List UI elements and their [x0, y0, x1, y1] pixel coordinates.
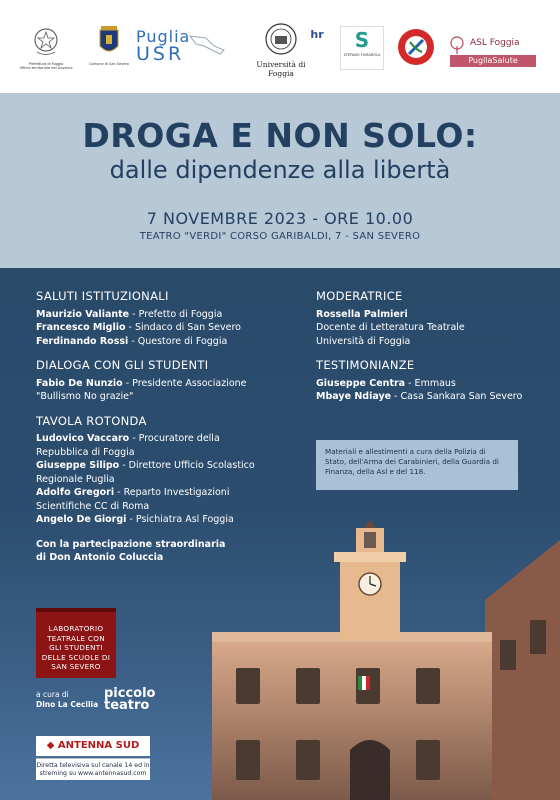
- logo-strip: [0, 0, 560, 93]
- piccolo-teatro-logo: [104, 688, 156, 712]
- curatore: [36, 690, 98, 710]
- dialoga-item-cont: "Bullismo No grazie": [36, 391, 134, 402]
- bullismo-logo: [396, 28, 436, 70]
- town-hall-building-icon: [200, 520, 560, 800]
- hr-logo: [308, 28, 326, 41]
- antenna-sud-logo: [36, 736, 150, 756]
- saluti-item: Ferdinando Rossi - Questore di Foggia: [36, 335, 228, 347]
- bullismo-badge-icon: [397, 28, 435, 66]
- special-guest-line: di Don Antonio Coluccia: [36, 552, 164, 563]
- tavola-item: Ludovico Vaccaro - Procuratore della: [36, 433, 220, 444]
- puglia-usr-logo: [136, 28, 236, 64]
- usr-line1: Puglia: [136, 27, 191, 46]
- saluti-item: Maurizio Valiante - Prefetto di Foggia: [36, 308, 223, 320]
- tavola-item: Angelo De Giorgi - Psichiatra Asl Foggia: [36, 514, 234, 525]
- unifg-logo: [244, 22, 318, 78]
- university-seal-icon: [264, 22, 298, 56]
- prefettura-caption: Prefettura di Foggia Ufficio territoriale del Governo: [19, 62, 73, 71]
- tavola-item: Giuseppe Silipo - Direttore Ufficio Scolastico: [36, 460, 255, 471]
- event-title: DROGA E NON SOLO:: [82, 116, 478, 155]
- dialoga-item: Fabio De Nunzio - Presidente Associazione: [36, 377, 247, 389]
- asl-title: ASL Foggia: [470, 38, 520, 48]
- stefano-name: STEFANO FUMAROLA: [343, 53, 381, 57]
- testimonianza-item: Giuseppe Centra - Emmaus: [316, 377, 456, 389]
- tavola-title: TAVOLA ROTONDA: [36, 413, 147, 428]
- materials-note: Materiali e allestimenti a cura della Polizia di Stato, dell'Arma dei Carabinieri, della Guardia di Finanza, della Asl e del 118.: [316, 440, 518, 490]
- moderatrice-title: MODERATRICE: [316, 289, 403, 303]
- saluti-title: SALUTI ISTITUZIONALI: [36, 289, 169, 303]
- moderatrice-role: Docente di Letteratura Teatrale: [316, 322, 465, 333]
- event-date: 7 NOVEMBRE 2023 - ORE 10.00: [146, 209, 414, 228]
- tavola-item-cont: Regionale Puglia: [36, 473, 115, 485]
- usr-line2: USR: [136, 43, 185, 65]
- saluti-item: Francesco Miglio - Sindaco di San Severo: [36, 322, 241, 333]
- comune-logo: [84, 24, 134, 66]
- piccolo-line2: teatro: [104, 698, 150, 713]
- asl-sub: PugliaSalute: [450, 55, 536, 67]
- dialoga-title: DIALOGA CON GLI STUDENTI: [36, 358, 209, 372]
- special-guest-line: Con la partecipazione straordinaria: [36, 538, 226, 550]
- event-venue: TEATRO "VERDI" CORSO GARIBALDI, 7 - SAN SEVERO: [139, 231, 421, 242]
- tavola-item-cont: Repubblica di Foggia: [36, 446, 135, 458]
- tree-icon: [448, 36, 466, 54]
- moderatrice-name: Rossella Palmieri: [316, 308, 408, 320]
- unifg-name: Università di Foggia: [256, 60, 306, 78]
- piccolo-line1: piccolo: [104, 686, 156, 701]
- moderatrice-affiliation: Università di Foggia: [316, 335, 411, 347]
- testimonianza-item: Mbaye Ndiaye - Casa Sankara San Severo: [316, 391, 523, 402]
- tavola-item-cont: Scientifiche CC di Roma: [36, 500, 150, 512]
- event-subtitle: dalle dipendenze alla libertà: [109, 156, 451, 184]
- tavola-item: Adolfo Gregori - Reparto Investigazioni: [36, 487, 230, 498]
- antenna-name: ANTENNA SUD: [57, 740, 140, 751]
- italy-emblem-icon: [31, 26, 61, 58]
- comune-caption: Comune di San Severo: [89, 62, 129, 66]
- s-letter-icon: S: [354, 28, 370, 52]
- laboratorio-text: LABORATORIO TEATRALE CON GLI STUDENTI DELLE SCUOLE DI SAN SEVERO: [41, 624, 111, 671]
- program-right-column: [316, 290, 546, 404]
- crest-icon: [98, 24, 120, 58]
- broadcast-info: Diretta televisiva sul canale 14 ed in streming su www.antennasud.com: [36, 758, 150, 780]
- antenna-icon: ◆: [46, 740, 58, 751]
- laboratorio-logo: [36, 608, 116, 678]
- italy-map-icon: [184, 32, 228, 60]
- cura-name: Dino La Cecilia: [36, 700, 99, 709]
- stefano-logo: [340, 26, 384, 70]
- cura-label: a cura di: [36, 690, 69, 699]
- prefettura-logo: [18, 26, 74, 70]
- hr-mark: hr: [310, 28, 324, 41]
- testimonianze-title: TESTIMONIANZE: [316, 358, 415, 372]
